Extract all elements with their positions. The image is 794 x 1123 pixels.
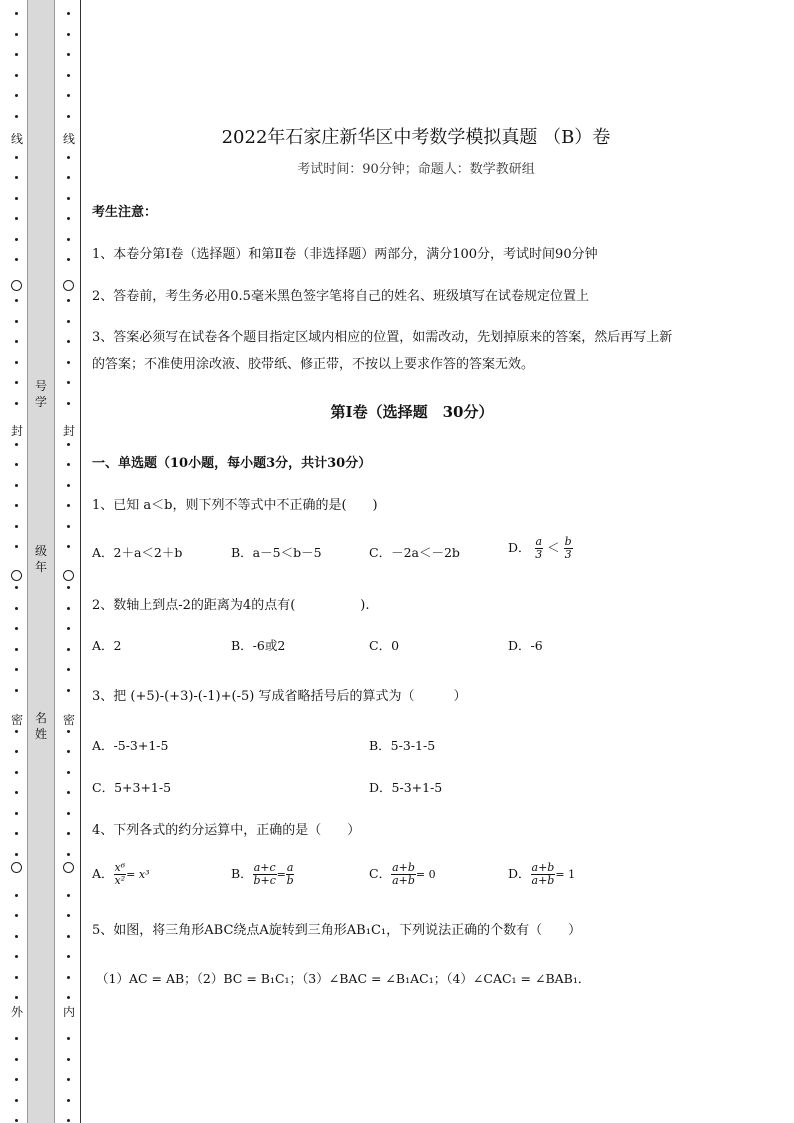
binding-dot	[67, 1099, 70, 1102]
field-class: 级 年	[34, 544, 47, 574]
binding-dot	[15, 976, 18, 979]
field-name: 名 姓	[34, 711, 47, 741]
binding-dot	[15, 33, 18, 36]
binding-dot	[67, 156, 70, 159]
binding-dot	[15, 238, 18, 241]
q2-option-c: C．0	[369, 638, 400, 653]
binding-dot	[67, 176, 70, 179]
binding-dot	[15, 463, 18, 466]
q4-d-fraction: $\frac{a+b}{a+b}$	[531, 861, 555, 887]
binding-dot	[67, 976, 70, 979]
binding-dot	[15, 299, 18, 302]
question-4-stem: 4、下列各式的约分运算中，正确的是（ ）	[92, 823, 361, 838]
binding-dot	[67, 1078, 70, 1081]
binding-dot	[15, 1078, 18, 1081]
q4-option-a: A． $\frac{\text{x⁶}}{\text{x²}}$ = x³	[92, 861, 150, 887]
binding-dot	[15, 750, 18, 753]
binding-dot	[67, 832, 70, 835]
binding-word: 线	[62, 132, 75, 146]
binding-dot	[67, 94, 70, 97]
question-5-stem: 5、如图，将三角形ABC绕点A旋转到三角形AB₁C₁，下列说法正确的个数有（ ）	[92, 923, 582, 938]
binding-dot	[15, 853, 18, 856]
binding-dot	[67, 1037, 70, 1040]
exam-title: 2022年石家庄新华区中考数学模拟真题 （B）卷	[221, 127, 611, 148]
q2-option-b: B．-6或2	[231, 638, 286, 653]
q2-option-d: D．-6	[508, 638, 543, 653]
binding-dot	[15, 586, 18, 589]
binding-dot	[15, 381, 18, 384]
binding-dot	[67, 381, 70, 384]
binding-dot	[67, 217, 70, 220]
q1-option-d	[508, 536, 573, 561]
binding-dot	[15, 607, 18, 610]
binding-dot	[67, 689, 70, 692]
margin-border-line	[80, 0, 81, 1123]
q1-option-a: A．2＋a＜2＋b	[92, 545, 183, 560]
binding-dot	[15, 648, 18, 651]
binding-dot	[15, 94, 18, 97]
binding-dot	[67, 238, 70, 241]
binding-dot	[67, 33, 70, 36]
binding-dot	[15, 53, 18, 56]
binding-dot	[15, 1058, 18, 1061]
binding-dot	[15, 443, 18, 446]
binding-dot	[67, 668, 70, 671]
outer-dotted-binding-line	[7, 0, 27, 1123]
binding-dot	[15, 525, 18, 528]
binding-dot	[67, 545, 70, 548]
binding-dot	[67, 463, 70, 466]
binding-dot	[15, 176, 18, 179]
binding-dot	[67, 484, 70, 487]
binding-word: 封	[10, 424, 23, 438]
q4-option-b: B． $\frac{a+c}{b+c}$ = $\frac{a}{b}$	[231, 861, 294, 887]
binding-dot	[67, 361, 70, 364]
binding-dot	[15, 156, 18, 159]
q1-option-c: C．－2a＜－2b	[369, 545, 460, 560]
binding-dot	[67, 996, 70, 999]
binding-dot	[15, 955, 18, 958]
binding-dot	[15, 340, 18, 343]
binding-dot	[67, 258, 70, 261]
binding-dot	[15, 914, 18, 917]
binding-dot	[67, 586, 70, 589]
binding-word: 密	[62, 713, 75, 727]
q4-option-d: D． $\frac{a+b}{a+b}$ = 1	[508, 861, 576, 887]
q4-a-fraction: $\frac{\text{x⁶}}{\text{x²}}$	[114, 861, 126, 887]
binding-dot	[15, 832, 18, 835]
binding-dot	[15, 812, 18, 815]
question-2-stem: 2、数轴上到点-2的距离为4的点有( ).	[92, 598, 370, 613]
binding-dot	[67, 627, 70, 630]
binding-dot	[15, 484, 18, 487]
binding-dot	[67, 955, 70, 958]
question-5-statements: （1）AC = AB；（2）BC = B₁C₁；（3）∠BAC = ∠B₁AC₁；（4）∠CAC₁ = ∠BAB₁．	[96, 971, 591, 986]
binding-dot	[67, 74, 70, 77]
q1-d-operator: ＜	[547, 540, 560, 555]
q1-option-b: B．a－5＜b－5	[231, 545, 322, 560]
binding-dot	[15, 361, 18, 364]
notice-heading: 考生注意：	[92, 205, 158, 220]
q3-option-b: B．5-3-1-5	[369, 738, 436, 753]
binding-dot	[67, 504, 70, 507]
question-3-stem: 3、把 (+5)-(+3)-(-1)+(-5) 写成省略括号后的算式为（ ）	[92, 689, 467, 704]
binding-dot	[15, 1099, 18, 1102]
binding-word: 内	[62, 1005, 75, 1019]
question-1-stem: 1、已知 a＜b，则下列不等式中不正确的是( )	[92, 498, 378, 513]
binding-dot	[67, 935, 70, 938]
binding-dot	[15, 935, 18, 938]
q3-option-a: A．-5-3+1-5	[92, 738, 169, 753]
binding-dot	[15, 12, 18, 15]
binding-dot	[15, 627, 18, 630]
binding-dot	[15, 320, 18, 323]
binding-circle	[63, 862, 74, 873]
binding-dot	[15, 791, 18, 794]
binding-dot	[15, 504, 18, 507]
binding-dot	[67, 320, 70, 323]
binding-circle	[11, 570, 22, 581]
binding-word: 密	[10, 713, 23, 727]
binding-dot	[15, 668, 18, 671]
q1-d-rhs-fraction: $\frac{b}{3}$	[564, 535, 572, 561]
notice-item: 3、答案必须写在试卷各个题目指定区域内相应的位置，如需改动，先划掉原来的答案，然后再写上新	[92, 330, 673, 345]
binding-dot	[67, 812, 70, 815]
binding-dot	[15, 1119, 18, 1122]
field-student-number: 号 学	[34, 379, 47, 409]
binding-dot	[67, 340, 70, 343]
binding-word: 封	[62, 424, 75, 438]
binding-dot	[67, 853, 70, 856]
binding-dot	[67, 771, 70, 774]
binding-dot	[15, 1037, 18, 1040]
binding-dot	[15, 894, 18, 897]
binding-dot	[67, 648, 70, 651]
binding-dot	[67, 1058, 70, 1061]
binding-dot	[15, 258, 18, 261]
binding-dot	[15, 771, 18, 774]
binding-dot	[15, 217, 18, 220]
binding-dot	[67, 914, 70, 917]
exam-subtitle: 考试时间：90分钟；命题人：数学教研组	[297, 162, 535, 177]
binding-circle	[11, 862, 22, 873]
q4-c-fraction: $\frac{a+b}{a+b}$	[392, 861, 415, 887]
inner-dotted-binding-line	[59, 0, 79, 1123]
binding-dot	[15, 545, 18, 548]
binding-dot	[15, 197, 18, 200]
binding-dot	[15, 74, 18, 77]
binding-dot	[67, 443, 70, 446]
notice-item: 的答案；不准使用涂改液、胶带纸、修正带，不按以上要求作答的答案无效。	[92, 357, 535, 372]
binding-dot	[67, 197, 70, 200]
q4-b-rhs-fraction: $\frac{a}{b}$	[286, 861, 294, 887]
binding-dot	[15, 689, 18, 692]
q2-option-a: A．2	[92, 638, 122, 653]
notice-item: 2、答卷前，考生务必用0.5毫米黑色签字笔将自己的姓名、班级填写在试卷规定位置上	[92, 289, 589, 304]
binding-circle	[11, 280, 22, 291]
binding-dot	[67, 791, 70, 794]
binding-dot	[67, 115, 70, 118]
binding-dot	[15, 996, 18, 999]
binding-circle	[63, 280, 74, 291]
q1-d-prefix: D．	[508, 540, 531, 555]
binding-word: 外	[10, 1005, 23, 1019]
binding-dot	[67, 402, 70, 405]
q3-option-c: C．5+3+1-5	[92, 780, 172, 795]
binding-word: 线	[10, 132, 23, 146]
q1-d-lhs-fraction: $\frac{a}{3}$	[535, 535, 543, 561]
binding-dot	[15, 730, 18, 733]
binding-dot	[67, 750, 70, 753]
binding-dot	[67, 53, 70, 56]
binding-dot	[67, 730, 70, 733]
notice-item: 1、本卷分第Ⅰ卷（选择题）和第Ⅱ卷（非选择题）两部分，满分100分，考试时间90分钟	[92, 247, 598, 262]
q4-option-c: C． $\frac{a+b}{a+b}$ = 0	[369, 861, 436, 887]
part-title: 第Ⅰ卷（选择题 30分）	[330, 403, 494, 421]
binding-dot	[67, 299, 70, 302]
binding-dot	[15, 402, 18, 405]
q4-b-fraction: $\frac{a+c}{b+c}$	[253, 861, 276, 887]
binding-dot	[67, 607, 70, 610]
q3-option-d: D．5-3+1-5	[369, 780, 443, 795]
section-heading: 一、单选题（10小题，每小题3分，共计30分）	[92, 456, 372, 471]
binding-dot	[67, 525, 70, 528]
binding-dot	[67, 894, 70, 897]
binding-dot	[67, 1119, 70, 1122]
binding-dot	[67, 12, 70, 15]
binding-dot	[15, 115, 18, 118]
binding-circle	[63, 570, 74, 581]
